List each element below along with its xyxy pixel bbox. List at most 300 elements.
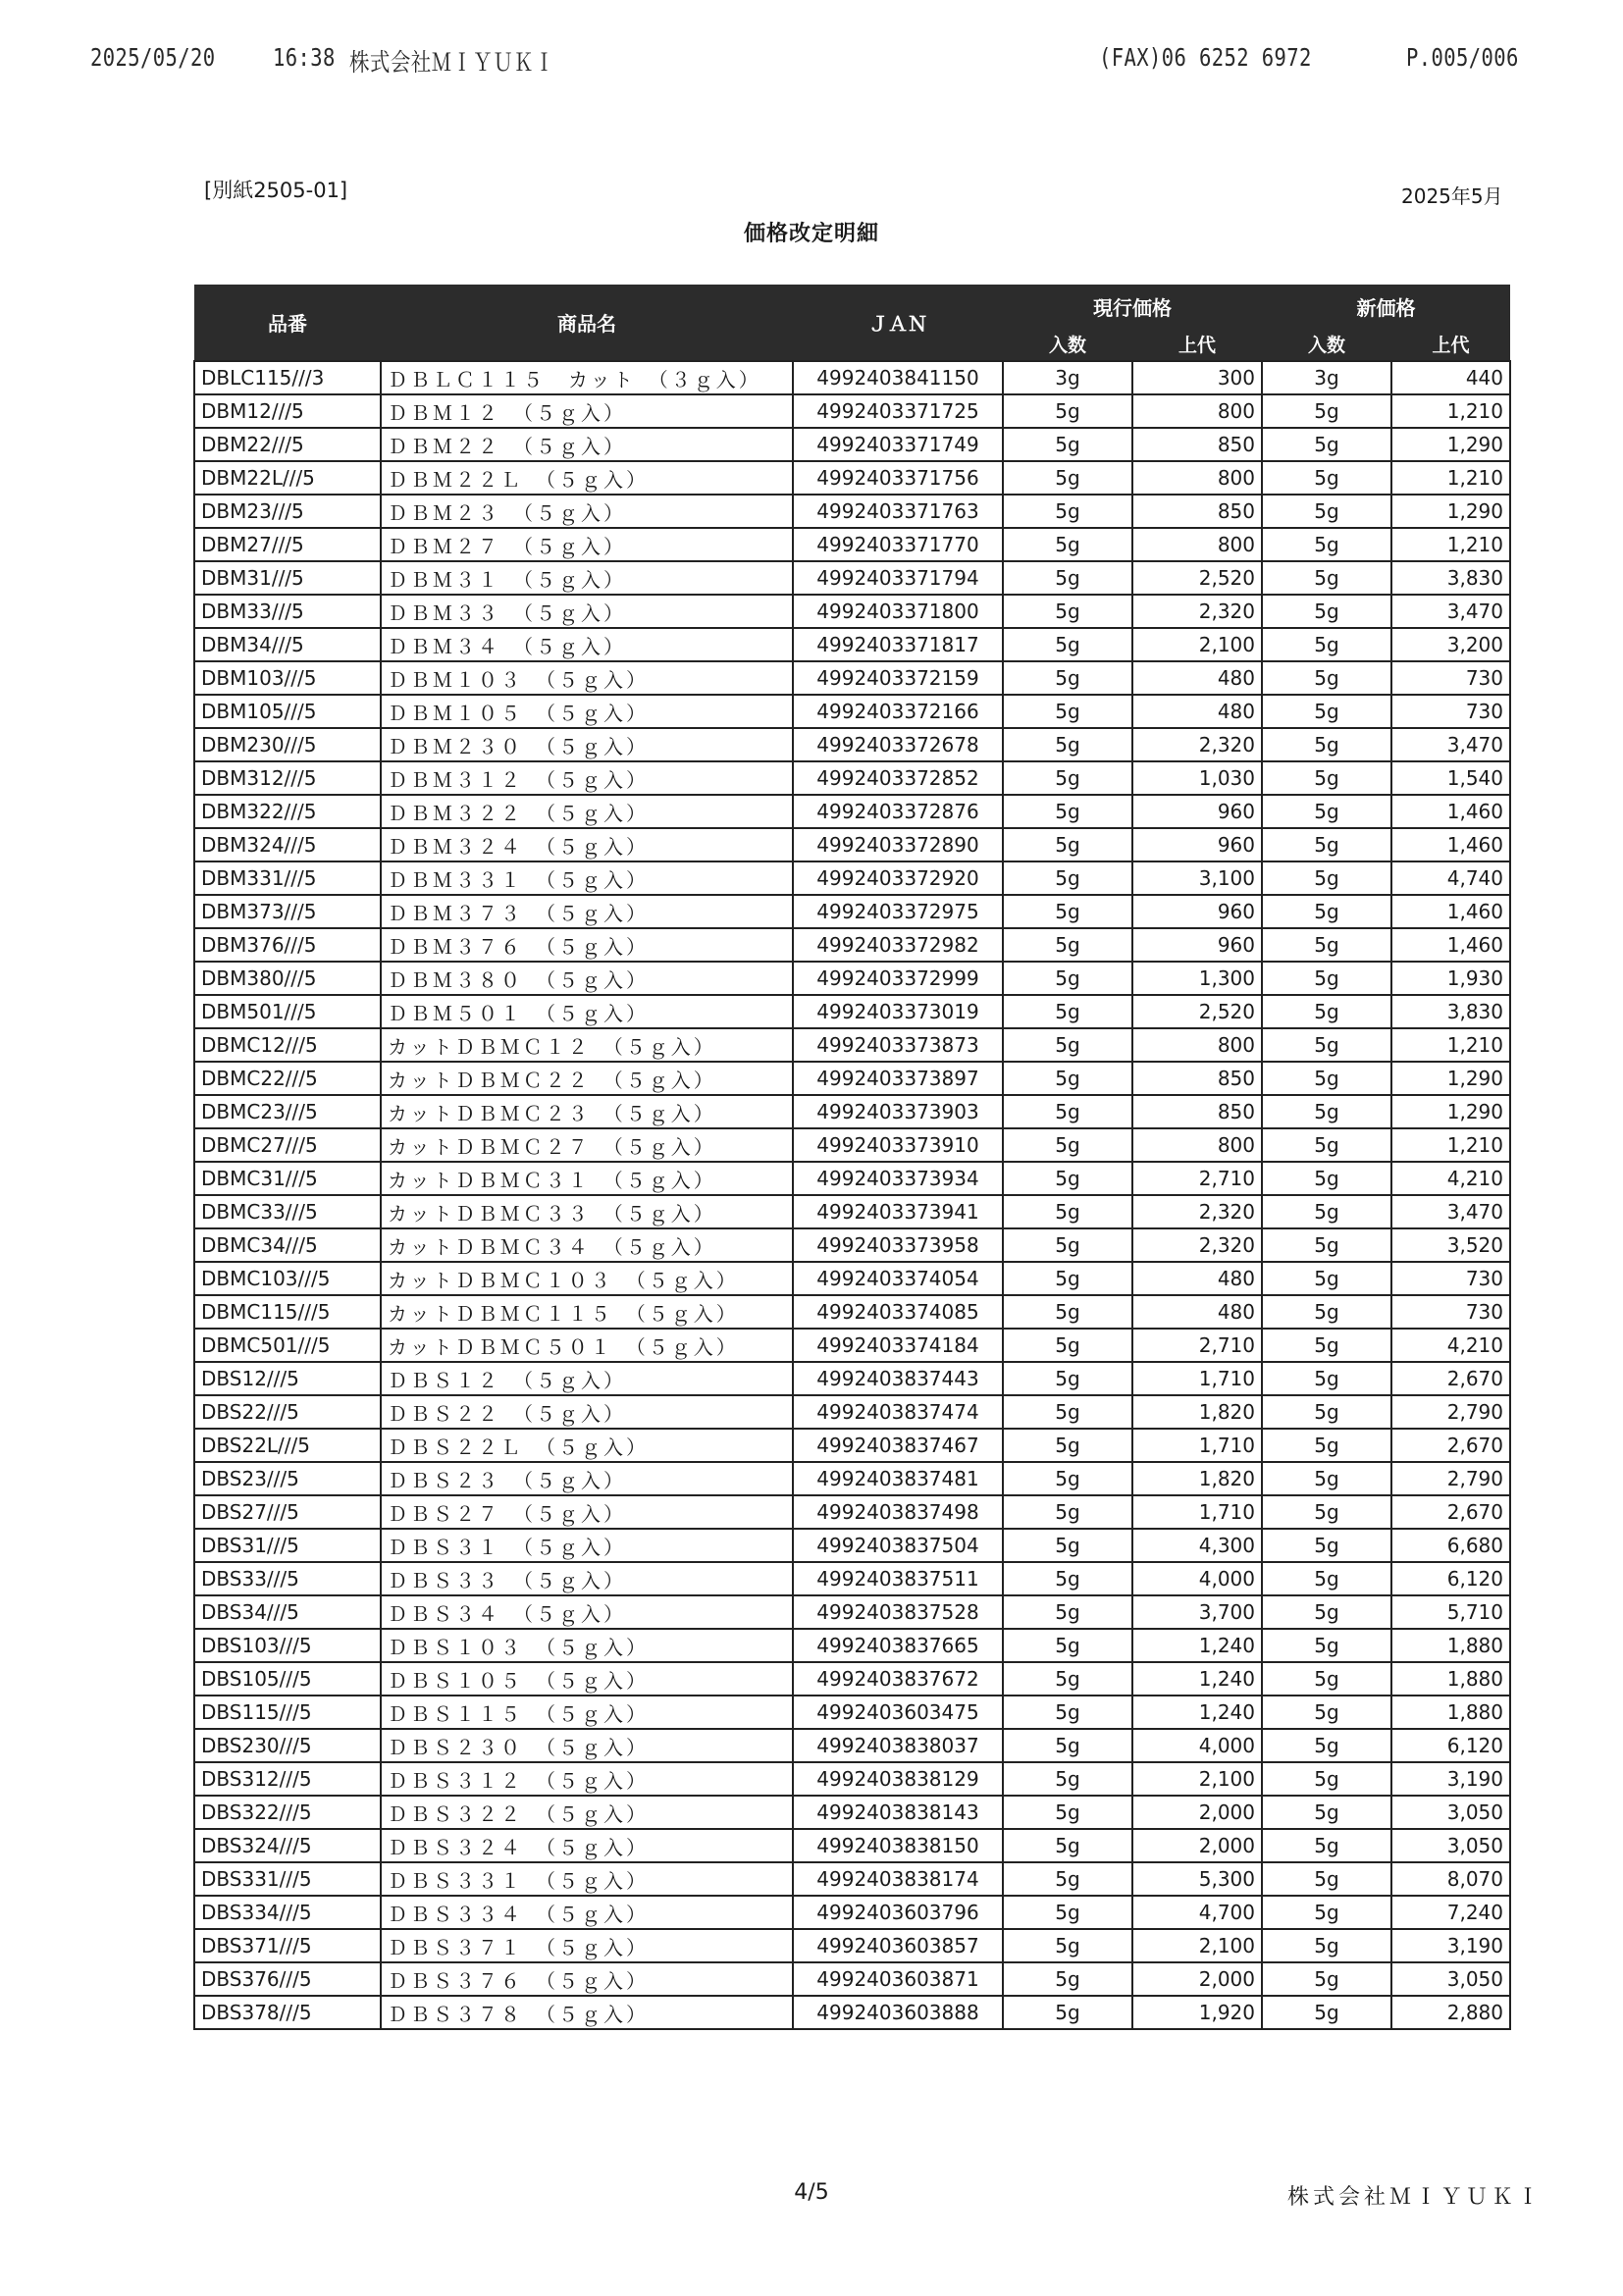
cell-code: DBS371///5: [194, 1929, 381, 1962]
cell-new-retail: 3,050: [1391, 1962, 1510, 1996]
cell-new-retail: 1,290: [1391, 1062, 1510, 1095]
cell-new-qty: 5g: [1262, 1495, 1391, 1529]
cell-name: ＤＢＳ３１ （５ｇ入）: [381, 1529, 793, 1562]
cell-current-retail: 1,240: [1132, 1696, 1262, 1729]
cell-new-qty: 5g: [1262, 1162, 1391, 1195]
cell-name: ＤＢＭ２３０ （５ｇ入）: [381, 728, 793, 761]
cell-current-qty: 5g: [1003, 962, 1132, 995]
cell-current-retail: 2,320: [1132, 1228, 1262, 1262]
cell-current-qty: 5g: [1003, 795, 1132, 828]
cell-name: ＤＢＭ３１ （５ｇ入）: [381, 561, 793, 595]
cell-current-qty: 5g: [1003, 1829, 1132, 1862]
cell-code: DBMC103///5: [194, 1262, 381, 1295]
cell-current-retail: 1,710: [1132, 1362, 1262, 1395]
cell-jan: 4992403373019: [793, 995, 1003, 1028]
cell-name: ＤＢＳ３２２ （５ｇ入）: [381, 1796, 793, 1829]
cell-current-retail: 2,710: [1132, 1162, 1262, 1195]
cell-code: DBM331///5: [194, 861, 381, 895]
cell-current-qty: 5g: [1003, 828, 1132, 861]
cell-current-retail: 2,100: [1132, 1929, 1262, 1962]
cell-code: DBM105///5: [194, 695, 381, 728]
cell-current-retail: 1,820: [1132, 1462, 1262, 1495]
cell-new-qty: 5g: [1262, 1662, 1391, 1696]
cell-new-qty: 5g: [1262, 1529, 1391, 1562]
cell-current-retail: 2,320: [1132, 595, 1262, 628]
cell-jan: 4992403838174: [793, 1862, 1003, 1896]
cell-current-qty: 5g: [1003, 1362, 1132, 1395]
cell-code: DBS230///5: [194, 1729, 381, 1762]
cell-current-retail: 800: [1132, 1028, 1262, 1062]
cell-code: DBMC27///5: [194, 1128, 381, 1162]
cell-code: DBM376///5: [194, 928, 381, 962]
cell-current-retail: 1,240: [1132, 1662, 1262, 1696]
cell-new-qty: 5g: [1262, 1729, 1391, 1762]
table-row: [194, 1095, 1510, 1128]
cell-name: ＤＢＳ２２Ｌ （５ｇ入）: [381, 1429, 793, 1462]
page-title: 価格改定明細: [743, 222, 879, 246]
cell-current-qty: 5g: [1003, 1595, 1132, 1629]
cell-current-retail: 4,300: [1132, 1529, 1262, 1562]
cell-name: カットＤＢＭＣ３１ （５ｇ入）: [381, 1162, 793, 1195]
cell-new-qty: 5g: [1262, 1829, 1391, 1862]
cell-new-qty: 5g: [1262, 1395, 1391, 1429]
cell-current-qty: 5g: [1003, 1329, 1132, 1362]
cell-code: DBS23///5: [194, 1462, 381, 1495]
cell-new-retail: 1,460: [1391, 928, 1510, 962]
cell-jan: 4992403838129: [793, 1762, 1003, 1796]
cell-code: DBM33///5: [194, 595, 381, 628]
cell-current-qty: 5g: [1003, 928, 1132, 962]
cell-jan: 4992403373873: [793, 1028, 1003, 1062]
cell-name: ＤＢＳ２３０ （５ｇ入）: [381, 1729, 793, 1762]
table-row: [194, 1295, 1510, 1329]
table-row: [194, 895, 1510, 928]
cell-current-qty: 5g: [1003, 1062, 1132, 1095]
table-row: [194, 661, 1510, 695]
header-name: 商品名: [381, 285, 793, 361]
cell-jan: 4992403371817: [793, 628, 1003, 661]
cell-code: DBM324///5: [194, 828, 381, 861]
price-revision-table: [193, 285, 1511, 2030]
cell-name: ＤＢＳ３３１ （５ｇ入）: [381, 1862, 793, 1896]
cell-new-retail: 3,470: [1391, 728, 1510, 761]
cell-name: ＤＢＭ３３１ （５ｇ入）: [381, 861, 793, 895]
cell-code: DBMC22///5: [194, 1062, 381, 1095]
cell-code: DBM27///5: [194, 528, 381, 561]
cell-new-qty: 5g: [1262, 1896, 1391, 1929]
cell-jan: 4992403373910: [793, 1128, 1003, 1162]
cell-name: カットＤＢＭＣ３４ （５ｇ入）: [381, 1228, 793, 1262]
cell-new-qty: 5g: [1262, 394, 1391, 428]
cell-new-qty: 5g: [1262, 1595, 1391, 1629]
cell-name: カットＤＢＭＣ３３ （５ｇ入）: [381, 1195, 793, 1228]
cell-current-retail: 2,710: [1132, 1329, 1262, 1362]
cell-name: ＤＢＳ２３ （５ｇ入）: [381, 1462, 793, 1495]
cell-new-qty: 5g: [1262, 1862, 1391, 1896]
cell-code: DBLC115///3: [194, 361, 381, 394]
cell-code: DBM501///5: [194, 995, 381, 1028]
table-row: [194, 1595, 1510, 1629]
cell-jan: 4992403603796: [793, 1896, 1003, 1929]
table-row: [194, 1228, 1510, 1262]
cell-new-retail: 1,290: [1391, 1095, 1510, 1128]
cell-new-qty: 5g: [1262, 1462, 1391, 1495]
table-row: [194, 828, 1510, 861]
cell-new-retail: 1,290: [1391, 495, 1510, 528]
cell-current-qty: 5g: [1003, 1162, 1132, 1195]
cell-jan: 4992403838037: [793, 1729, 1003, 1762]
cell-new-qty: 5g: [1262, 962, 1391, 995]
cell-current-retail: 300: [1132, 361, 1262, 394]
fax-date: 2025/05/20: [90, 43, 216, 72]
cell-new-retail: 4,210: [1391, 1162, 1510, 1195]
table-row: [194, 428, 1510, 461]
cell-new-qty: 5g: [1262, 761, 1391, 795]
cell-jan: 4992403837672: [793, 1662, 1003, 1696]
cell-new-retail: 3,050: [1391, 1796, 1510, 1829]
cell-current-retail: 2,520: [1132, 995, 1262, 1028]
cell-current-qty: 5g: [1003, 1228, 1132, 1262]
cell-current-retail: 800: [1132, 461, 1262, 495]
cell-jan: 4992403374085: [793, 1295, 1003, 1329]
cell-current-retail: 3,100: [1132, 861, 1262, 895]
cell-current-qty: 5g: [1003, 1796, 1132, 1829]
table-row: [194, 1262, 1510, 1295]
cell-new-qty: 5g: [1262, 1062, 1391, 1095]
footer-company: 株式会社ＭＩＹＵＫＩ: [1287, 2185, 1544, 2210]
cell-code: DBM103///5: [194, 661, 381, 695]
cell-name: カットＤＢＭＣ１１５ （５ｇ入）: [381, 1295, 793, 1329]
cell-new-retail: 1,540: [1391, 761, 1510, 795]
cell-current-retail: 2,320: [1132, 1195, 1262, 1228]
cell-code: DBS105///5: [194, 1662, 381, 1696]
cell-new-retail: 3,050: [1391, 1829, 1510, 1862]
cell-jan: 4992403371725: [793, 394, 1003, 428]
table-row: [194, 1729, 1510, 1762]
table-row: [194, 1462, 1510, 1495]
cell-name: ＤＢＭ２２Ｌ （５ｇ入）: [381, 461, 793, 495]
cell-current-qty: 5g: [1003, 1462, 1132, 1495]
cell-name: ＤＢＳ３１２ （５ｇ入）: [381, 1762, 793, 1796]
cell-new-retail: 6,120: [1391, 1729, 1510, 1762]
cell-code: DBM12///5: [194, 394, 381, 428]
cell-current-retail: 1,240: [1132, 1629, 1262, 1662]
cell-jan: 4992403603871: [793, 1962, 1003, 1996]
table-row: [194, 1329, 1510, 1362]
cell-new-qty: 5g: [1262, 495, 1391, 528]
cell-new-retail: 730: [1391, 695, 1510, 728]
cell-jan: 4992403372890: [793, 828, 1003, 861]
cell-current-qty: 5g: [1003, 1562, 1132, 1595]
cell-new-qty: 5g: [1262, 661, 1391, 695]
cell-name: ＤＢＳ１０５ （５ｇ入）: [381, 1662, 793, 1696]
table-row: [194, 1629, 1510, 1662]
table-row: [194, 1762, 1510, 1796]
cell-current-qty: 5g: [1003, 1529, 1132, 1562]
header-new-price: 新価格: [1262, 285, 1510, 328]
cell-current-qty: 5g: [1003, 1295, 1132, 1329]
cell-current-retail: 960: [1132, 795, 1262, 828]
cell-code: DBS34///5: [194, 1595, 381, 1629]
cell-jan: 4992403372920: [793, 861, 1003, 895]
header-jan: ＪＡＮ: [793, 285, 1003, 361]
cell-code: DBS378///5: [194, 1996, 381, 2029]
cell-jan: 4992403837511: [793, 1562, 1003, 1595]
table-row: [194, 495, 1510, 528]
cell-current-retail: 2,000: [1132, 1829, 1262, 1862]
cell-jan: 4992403373897: [793, 1062, 1003, 1095]
header-current-price: 現行価格: [1003, 285, 1262, 328]
table-row: [194, 1395, 1510, 1429]
cell-name: カットＤＢＭＣ５０１ （５ｇ入）: [381, 1329, 793, 1362]
cell-current-qty: 5g: [1003, 995, 1132, 1028]
cell-current-retail: 2,000: [1132, 1796, 1262, 1829]
cell-current-qty: 5g: [1003, 661, 1132, 695]
cell-code: DBMC12///5: [194, 1028, 381, 1062]
cell-current-retail: 2,520: [1132, 561, 1262, 595]
cell-jan: 4992403837504: [793, 1529, 1003, 1562]
cell-current-qty: 5g: [1003, 1395, 1132, 1429]
cell-new-retail: 2,790: [1391, 1395, 1510, 1429]
cell-new-qty: 5g: [1262, 895, 1391, 928]
cell-jan: 4992403837665: [793, 1629, 1003, 1662]
cell-new-retail: 6,120: [1391, 1562, 1510, 1595]
cell-new-qty: 3g: [1262, 361, 1391, 394]
cell-new-qty: 5g: [1262, 528, 1391, 561]
cell-code: DBS12///5: [194, 1362, 381, 1395]
cell-name: ＤＢＳ３７６ （５ｇ入）: [381, 1962, 793, 1996]
cell-current-retail: 2,100: [1132, 628, 1262, 661]
cell-name: ＤＢＳ２７ （５ｇ入）: [381, 1495, 793, 1529]
cell-code: DBS322///5: [194, 1796, 381, 1829]
cell-name: ＤＢＭ１０３ （５ｇ入）: [381, 661, 793, 695]
cell-code: DBS334///5: [194, 1896, 381, 1929]
cell-code: DBM34///5: [194, 628, 381, 661]
table-row: [194, 1962, 1510, 1996]
cell-jan: 4992403838143: [793, 1796, 1003, 1829]
table-row: [194, 1996, 1510, 2029]
cell-new-retail: 6,680: [1391, 1529, 1510, 1562]
cell-jan: 4992403374054: [793, 1262, 1003, 1295]
fax-number: (FAX)06 6252 6972: [1099, 43, 1312, 72]
cell-current-retail: 1,300: [1132, 962, 1262, 995]
cell-new-qty: 5g: [1262, 1095, 1391, 1128]
table-body: [194, 361, 1510, 2029]
header-current-retail: 上代: [1132, 328, 1262, 361]
cell-new-qty: 5g: [1262, 628, 1391, 661]
fax-page: P.005/006: [1406, 43, 1519, 72]
cell-current-qty: 5g: [1003, 1495, 1132, 1529]
cell-new-retail: 1,460: [1391, 895, 1510, 928]
cell-new-qty: 5g: [1262, 461, 1391, 495]
cell-current-qty: 5g: [1003, 728, 1132, 761]
cell-name: ＤＢＳ２２ （５ｇ入）: [381, 1395, 793, 1429]
cell-new-qty: 5g: [1262, 1996, 1391, 2029]
cell-new-retail: 3,190: [1391, 1929, 1510, 1962]
cell-name: ＤＢＭ１２ （５ｇ入）: [381, 394, 793, 428]
header-new-qty: 入数: [1262, 328, 1391, 361]
cell-name: ＤＢＳ３４ （５ｇ入）: [381, 1595, 793, 1629]
document-reference: [別紙2505-01]: [204, 179, 348, 202]
cell-current-qty: 5g: [1003, 1996, 1132, 2029]
cell-new-qty: 5g: [1262, 1262, 1391, 1295]
cell-jan: 4992403837528: [793, 1595, 1003, 1629]
table-row: [194, 728, 1510, 761]
cell-current-retail: 1,710: [1132, 1429, 1262, 1462]
cell-current-qty: 5g: [1003, 628, 1132, 661]
cell-current-qty: 5g: [1003, 1662, 1132, 1696]
cell-new-qty: 5g: [1262, 1929, 1391, 1962]
cell-name: ＤＢＭ３８０ （５ｇ入）: [381, 962, 793, 995]
cell-new-retail: 1,210: [1391, 528, 1510, 561]
cell-new-retail: 3,520: [1391, 1228, 1510, 1262]
cell-new-retail: 1,290: [1391, 428, 1510, 461]
cell-jan: 4992403372159: [793, 661, 1003, 695]
table-row: [194, 1929, 1510, 1962]
table-row: [194, 795, 1510, 828]
cell-jan: 4992403372975: [793, 895, 1003, 928]
cell-jan: 4992403837481: [793, 1462, 1003, 1495]
cell-new-retail: 3,470: [1391, 595, 1510, 628]
cell-code: DBM312///5: [194, 761, 381, 795]
cell-current-qty: 5g: [1003, 495, 1132, 528]
table-row: [194, 1028, 1510, 1062]
cell-current-qty: 5g: [1003, 1929, 1132, 1962]
cell-code: DBS31///5: [194, 1529, 381, 1562]
table-row: [194, 1896, 1510, 1929]
cell-name: ＤＢＳ３３ （５ｇ入）: [381, 1562, 793, 1595]
cell-name: ＤＢＭ２７ （５ｇ入）: [381, 528, 793, 561]
table-row: [194, 1796, 1510, 1829]
cell-current-qty: 5g: [1003, 461, 1132, 495]
cell-current-retail: 480: [1132, 661, 1262, 695]
cell-jan: 4992403372876: [793, 795, 1003, 828]
cell-new-retail: 1,210: [1391, 394, 1510, 428]
table-row: [194, 1195, 1510, 1228]
cell-new-qty: 5g: [1262, 561, 1391, 595]
cell-current-retail: 1,710: [1132, 1495, 1262, 1529]
cell-current-retail: 480: [1132, 1295, 1262, 1329]
cell-current-qty: 5g: [1003, 1429, 1132, 1462]
table-row: [194, 1362, 1510, 1395]
cell-current-qty: 5g: [1003, 595, 1132, 628]
cell-new-retail: 1,460: [1391, 828, 1510, 861]
cell-new-retail: 1,460: [1391, 795, 1510, 828]
table-row: [194, 1429, 1510, 1462]
cell-current-qty: 5g: [1003, 895, 1132, 928]
cell-jan: 4992403372999: [793, 962, 1003, 995]
table-row: [194, 1562, 1510, 1595]
cell-name: カットＤＢＭＣ１２ （５ｇ入）: [381, 1028, 793, 1062]
cell-new-qty: 5g: [1262, 1028, 1391, 1062]
cell-current-qty: 3g: [1003, 361, 1132, 394]
cell-new-qty: 5g: [1262, 695, 1391, 728]
cell-current-qty: 5g: [1003, 1028, 1132, 1062]
cell-name: ＤＢＭ３３ （５ｇ入）: [381, 595, 793, 628]
cell-new-qty: 5g: [1262, 861, 1391, 895]
cell-name: ＤＢＭ３１２ （５ｇ入）: [381, 761, 793, 795]
cell-jan: 4992403371749: [793, 428, 1003, 461]
fax-time: 16:38: [273, 43, 336, 72]
cell-current-retail: 850: [1132, 495, 1262, 528]
table-row: [194, 1696, 1510, 1729]
cell-code: DBS312///5: [194, 1762, 381, 1796]
cell-code: DBM380///5: [194, 962, 381, 995]
cell-name: カットＤＢＭＣ２２ （５ｇ入）: [381, 1062, 793, 1095]
cell-new-qty: 5g: [1262, 928, 1391, 962]
cell-name: ＤＢＳ１２ （５ｇ入）: [381, 1362, 793, 1395]
cell-code: DBM373///5: [194, 895, 381, 928]
table-row: [194, 561, 1510, 595]
cell-current-qty: 5g: [1003, 394, 1132, 428]
cell-name: カットＤＢＭＣ２７ （５ｇ入）: [381, 1128, 793, 1162]
cell-new-qty: 5g: [1262, 428, 1391, 461]
header-code: 品番: [194, 285, 381, 361]
cell-name: ＤＢＳ１０３ （５ｇ入）: [381, 1629, 793, 1662]
cell-jan: 4992403603475: [793, 1696, 1003, 1729]
cell-current-retail: 850: [1132, 1062, 1262, 1095]
cell-code: DBMC33///5: [194, 1195, 381, 1228]
cell-current-qty: 5g: [1003, 1629, 1132, 1662]
cell-code: DBMC31///5: [194, 1162, 381, 1195]
cell-new-retail: 1,880: [1391, 1629, 1510, 1662]
cell-name: ＤＢＭ１０５ （５ｇ入）: [381, 695, 793, 728]
cell-current-retail: 2,000: [1132, 1962, 1262, 1996]
cell-name: ＤＢＭ３７６ （５ｇ入）: [381, 928, 793, 962]
cell-name: ＤＢＳ３２４ （５ｇ入）: [381, 1829, 793, 1862]
cell-current-qty: 5g: [1003, 1962, 1132, 1996]
cell-code: DBMC34///5: [194, 1228, 381, 1262]
cell-current-qty: 5g: [1003, 1896, 1132, 1929]
cell-jan: 4992403371770: [793, 528, 1003, 561]
cell-current-retail: 2,320: [1132, 728, 1262, 761]
cell-current-retail: 960: [1132, 928, 1262, 962]
cell-current-retail: 960: [1132, 895, 1262, 928]
cell-new-retail: 2,670: [1391, 1429, 1510, 1462]
cell-current-retail: 4,700: [1132, 1896, 1262, 1929]
cell-code: DBM230///5: [194, 728, 381, 761]
table-row: [194, 928, 1510, 962]
cell-new-retail: 2,670: [1391, 1362, 1510, 1395]
cell-current-retail: 1,820: [1132, 1395, 1262, 1429]
cell-name: ＤＢＳ３７８ （５ｇ入）: [381, 1996, 793, 2029]
cell-name: ＤＢＭ２２ （５ｇ入）: [381, 428, 793, 461]
cell-new-qty: 5g: [1262, 1762, 1391, 1796]
cell-current-qty: 5g: [1003, 428, 1132, 461]
cell-new-qty: 5g: [1262, 795, 1391, 828]
cell-current-retail: 850: [1132, 1095, 1262, 1128]
table-row: [194, 628, 1510, 661]
cell-new-qty: 5g: [1262, 995, 1391, 1028]
cell-current-retail: 960: [1132, 828, 1262, 861]
cell-new-qty: 5g: [1262, 828, 1391, 861]
cell-new-retail: 5,710: [1391, 1595, 1510, 1629]
cell-new-qty: 5g: [1262, 1696, 1391, 1729]
cell-name: カットＤＢＭＣ２３ （５ｇ入）: [381, 1095, 793, 1128]
cell-new-retail: 3,200: [1391, 628, 1510, 661]
cell-code: DBM22///5: [194, 428, 381, 461]
table-row: [194, 1128, 1510, 1162]
table-row: [194, 1162, 1510, 1195]
cell-current-qty: 5g: [1003, 1729, 1132, 1762]
cell-new-retail: 1,880: [1391, 1662, 1510, 1696]
cell-new-retail: 3,830: [1391, 995, 1510, 1028]
table-row: [194, 1529, 1510, 1562]
cell-name: ＤＢＬＣ１１５ カット （３ｇ入）: [381, 361, 793, 394]
cell-name: ＤＢＳ３３４ （５ｇ入）: [381, 1896, 793, 1929]
cell-new-retail: 440: [1391, 361, 1510, 394]
cell-jan: 4992403372852: [793, 761, 1003, 795]
